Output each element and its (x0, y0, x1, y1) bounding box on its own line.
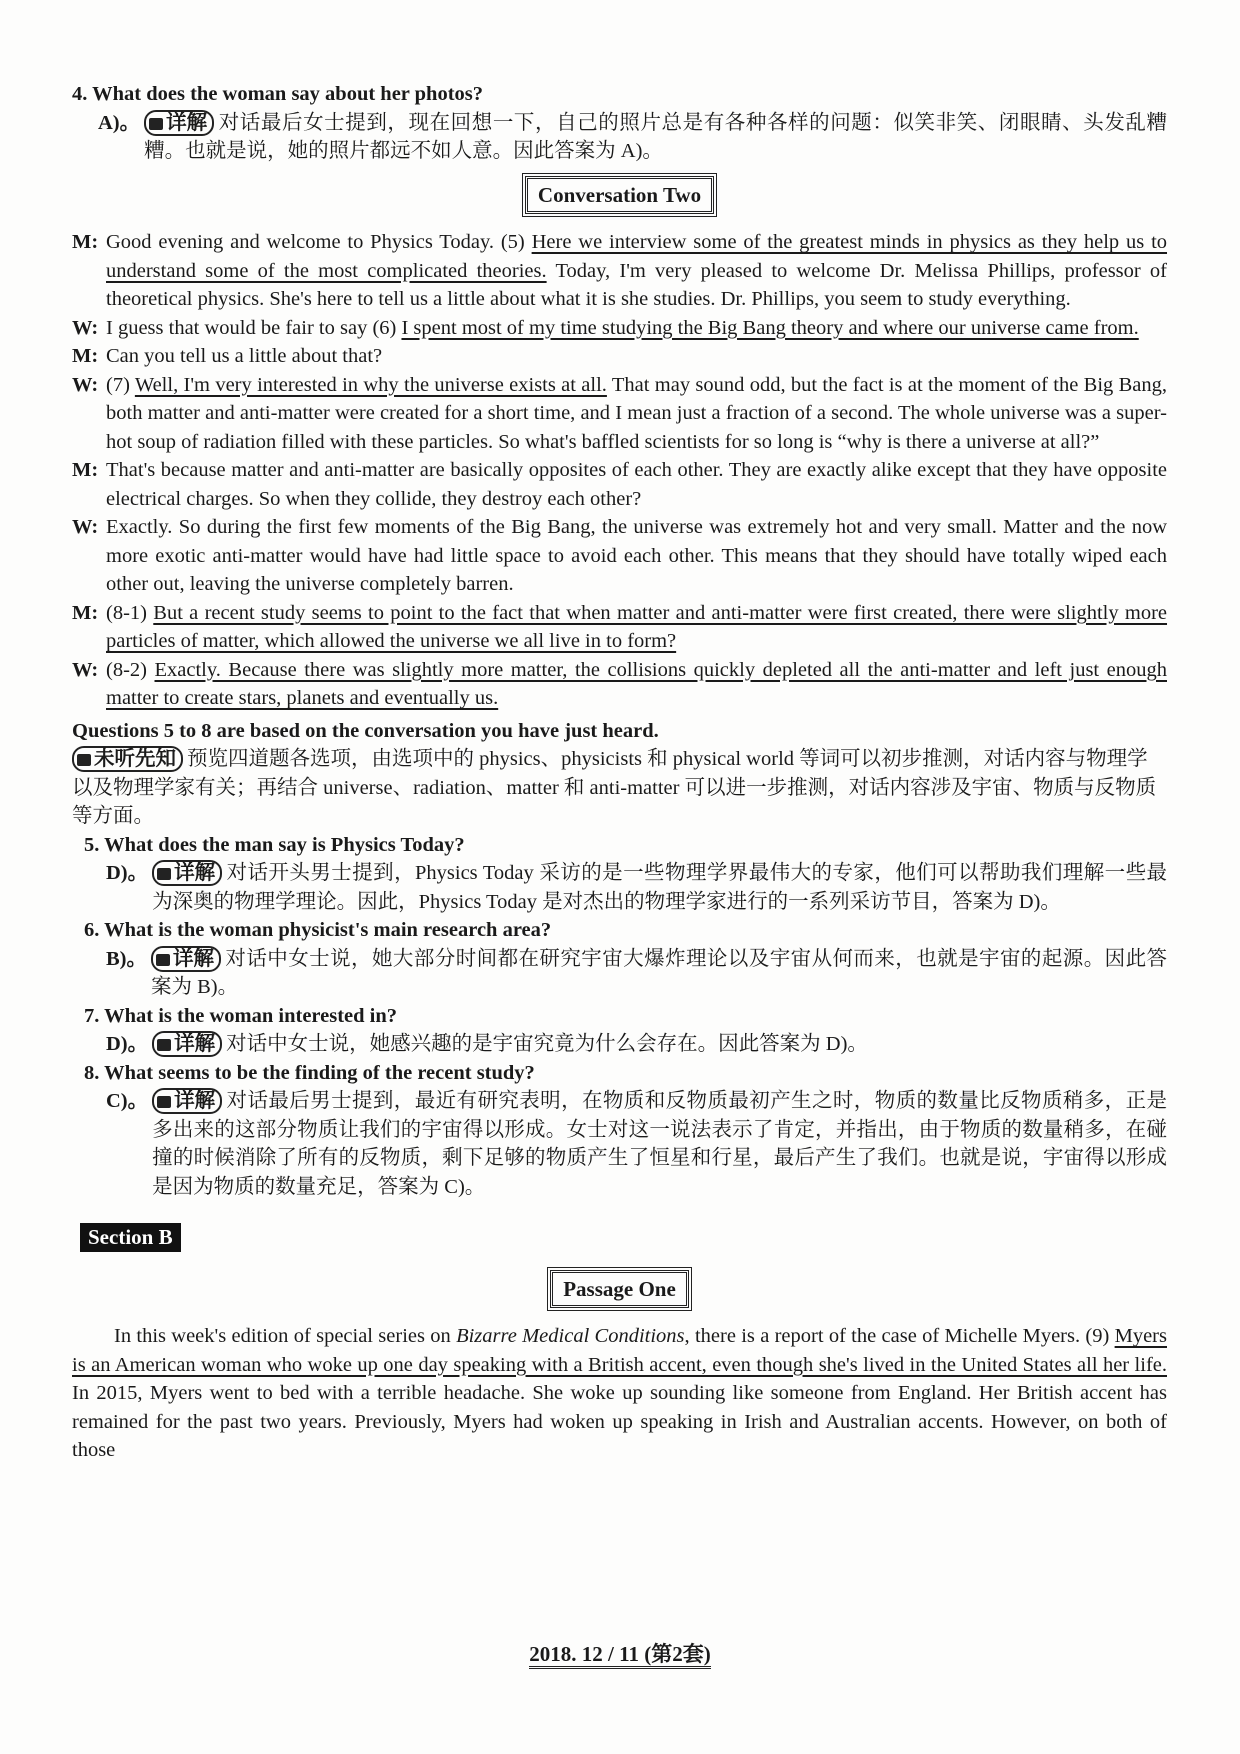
text: That's because matter and anti-matter are basically opposites of each other. They are exactly alike except that they have opposite electrical charges. So when they collide, they destroy each other? (106, 459, 1167, 510)
tag-label: 详解 (166, 111, 208, 134)
folder-icon (157, 1039, 171, 1051)
folder-icon (157, 868, 171, 880)
tag-label: 详解 (174, 862, 216, 884)
question: 7. What is the woman interested in? (84, 1004, 398, 1027)
speaker: M: (72, 459, 99, 481)
utterance (106, 599, 1167, 656)
tag-label: 详解 (174, 1033, 216, 1055)
text: (8-1) (106, 601, 154, 624)
answer-option: B)。 (106, 947, 147, 970)
underlined-text: Here we interview some of the greatest minds in physics as they help us to understand some of the most complicated theories. (106, 231, 1168, 282)
answer (106, 1030, 1167, 1059)
speaker: W: (72, 373, 99, 396)
answer (106, 859, 1167, 916)
passage-title: Passage One (550, 1270, 689, 1309)
folder-icon (156, 954, 170, 966)
explain-tag (151, 946, 221, 972)
text: Exactly. So during the first few moments of the Big Bang, the universe was extremely hot and very small. Matter and the now more exotic anti-matter would have had little space to avoid each other. This means that they should have totally wiped each other out, leaving the universe completely barren. (106, 516, 1167, 595)
answer-text: 对话中女士说，她感兴趣的是宇宙究竟为什么会存在。因此答案为 D)。 (226, 1033, 868, 1055)
answer (106, 945, 1167, 1002)
dialogue-line (72, 456, 1167, 513)
answer-text: 对话最后女士提到，现在回想一下，自己的照片总是有各种各样的问题：似笑非笑、闭眼睛、头发乱糟糟。也就是说，她的照片都远不如人意。因此答案为 A)。 (144, 111, 1167, 162)
speaker: W: (72, 658, 99, 681)
folder-icon (149, 118, 163, 130)
answer-text: 对话开头男士提到，Physics Today 采访的是一些物理学界最伟大的专家，他们可以帮助我们理解一些最为深奥的物理学理论。因此，Physics Today 是对杰出的物理学家进行的一系列采访节目，答案为 D)。 (152, 862, 1167, 913)
dialogue-line (72, 599, 1167, 656)
underlined-text: But a recent study seems to point to the fact that when matter and anti-matter were first created, there were slightly more particles of matter, which allowed the universe we all live in to form? (106, 601, 1168, 652)
explain-tag (152, 860, 222, 886)
passage-underlined: Myers is an American woman who woke up one day speaking with a British accent, even though she's lived in the United States all her life. (72, 1325, 1167, 1376)
questions-intro: Questions 5 to 8 are based on the conversation you have just heard. (72, 719, 659, 742)
answer (106, 1087, 1167, 1201)
explain-tag (144, 110, 214, 136)
speaker: M: (72, 345, 99, 367)
dialogue-line (72, 656, 1167, 713)
dialogue-line (72, 513, 1167, 599)
text: Good evening and welcome to Physics Today. (5) (106, 231, 532, 253)
passage-text: , there is a report of the case of Michelle Myers. (9) (684, 1325, 1115, 1347)
speaker: W: (72, 316, 99, 339)
utterance (106, 656, 1167, 713)
utterance (106, 456, 1167, 513)
utterance (106, 342, 1167, 371)
text: Today, I'm very pleased to welcome Dr. Melissa Phillips, professor of theoretical physics. She's here to tell us a little about what it is she studies. Dr. Phillips, you seem to study everything. (106, 259, 1167, 310)
text: (7) (106, 373, 135, 396)
answer-4 (98, 109, 1167, 166)
question: 5. What does the man say is Physics Today? (84, 833, 465, 856)
text: That may sound odd, but the fact is at the moment of the Big Bang, both matter and anti-matter were created for a short time, and I mean just a fraction of a second. The whole universe was a super-hot soup of radiation filled with these particles. So what's baffled scientists for so long is “why is there a universe at all?” (106, 373, 1168, 453)
text: Can you tell us a little about that? (106, 345, 383, 367)
explain-tag (152, 1088, 222, 1114)
tag-label: 未听先知 (94, 748, 176, 770)
question-4: 4. What does the woman say about her photos? (72, 83, 484, 105)
passage-paragraph (72, 1322, 1167, 1465)
preview (72, 745, 1167, 831)
dialogue-line (72, 228, 1167, 314)
speaker: M: (72, 231, 99, 253)
answer-option: D)。 (106, 862, 149, 884)
conversation-title: Conversation Two (525, 176, 714, 215)
speaker: M: (72, 601, 99, 624)
underlined-text: Well, I'm very interested in why the universe exists at all. (134, 373, 607, 396)
text: I guess that would be fair to say (6) (106, 316, 402, 339)
explain-tag (152, 1031, 222, 1057)
answer-text: 对话中女士说，她大部分时间都在研究宇宙大爆炸理论以及宇宙从何而来，也就是宇宙的起源。因此答案为 B)。 (151, 947, 1167, 998)
underlined-text: Exactly. Because there was slightly more matter, the collisions quickly depleted all the anti-matter and left just enough matter to create stars, planets and eventually us. (106, 658, 1167, 709)
answer-option: C)。 (106, 1090, 149, 1112)
question: 8. What seems to be the finding of the recent study? (84, 1061, 535, 1084)
page-footer: 2018. 12 / 11 (第2套) (529, 1642, 710, 1669)
question: 6. What is the woman physicist's main research area? (84, 919, 552, 941)
section-b-heading: Section B (80, 1223, 181, 1252)
text: (8-2) (106, 658, 155, 681)
preview-text: 预览四道题各选项，由选项中的 physics、physicists 和 physical world 等词可以初步推测，对话内容与物理学以及物理学家有关；再结合 universe、radiation、matter 和 anti-matter 可以进一步推测，对话内容涉及宇宙、物质与反物质等方面。 (72, 748, 1157, 827)
dialogue-line (72, 314, 1167, 343)
underlined-text: I spent most of my time studying the Big Bang theory and where our universe came from. (401, 316, 1139, 339)
dialogue (72, 228, 1167, 713)
utterance (106, 314, 1167, 343)
utterance (106, 371, 1167, 457)
folder-icon (157, 1096, 171, 1108)
answer-option: D)。 (106, 1033, 149, 1055)
passage-text: In 2015, Myers went to bed with a terrible headache. She woke up sounding like someone from England. Her British accent has remained for the past two years. Previously, Myers had woken up speaking in Irish and Australian accents. However, on both of those (72, 1382, 1167, 1461)
questions (72, 831, 1167, 1202)
passage-italic: Bizarre Medical Conditions (456, 1325, 685, 1347)
dialogue-line (72, 342, 1167, 371)
answer-text: 对话最后男士提到，最近有研究表明，在物质和反物质最初产生之时，物质的数量比反物质稍多，正是多出来的这部分物质让我们的宇宙得以形成。女士对这一说法表示了肯定，并指出，由于物质的数量稍多，在碰撞的时候消除了所有的反物质，剩下足够的物质产生了恒星和行星，最后产生了我们。也就是说，宇宙得以形成是因为物质的数量充足，答案为 C)。 (152, 1090, 1167, 1198)
preview-tag (72, 746, 183, 772)
tag-label: 详解 (174, 1090, 216, 1112)
folder-icon (77, 754, 91, 766)
tag-label: 详解 (173, 947, 214, 970)
utterance (106, 228, 1167, 314)
passage-text: In this week's edition of special series on (114, 1325, 457, 1347)
utterance (106, 513, 1167, 599)
dialogue-line (72, 371, 1167, 457)
answer-option: A)。 (98, 111, 141, 134)
speaker: W: (72, 516, 99, 538)
